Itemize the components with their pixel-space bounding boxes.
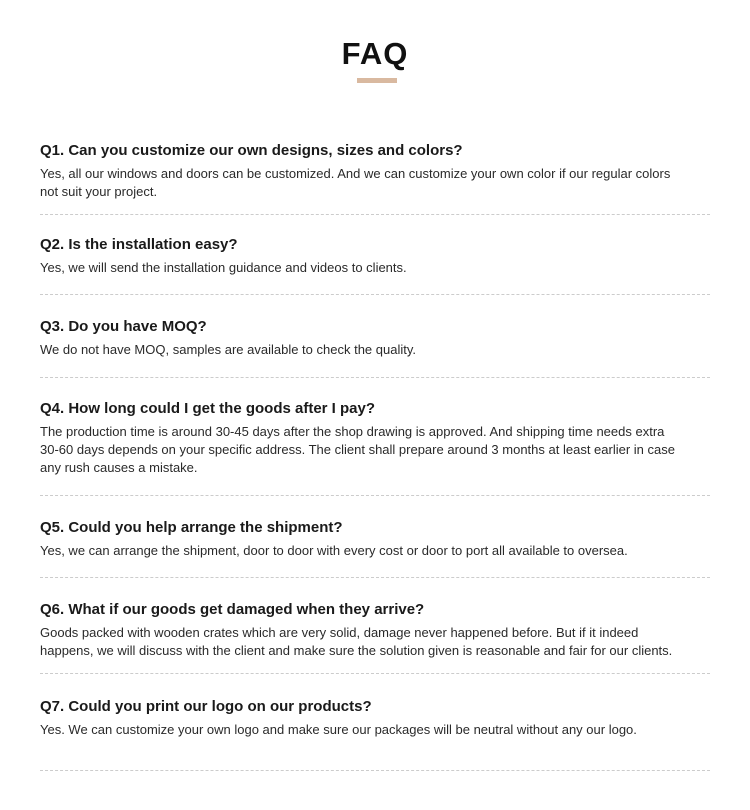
faq-question: Q4. How long could I get the goods after I pay? [40, 400, 376, 417]
faq-answer: Yes. We can customize your own logo and make sure our packages will be neutral without any our logo. [40, 722, 637, 737]
faq-divider [40, 495, 710, 496]
faq-answer: We do not have MOQ, samples are available to check the quality. [40, 342, 416, 357]
faq-item-2 [40, 235, 710, 277]
page-title: FAQ [341, 36, 409, 71]
faq-item-1 [40, 141, 710, 201]
faq-divider [40, 673, 710, 674]
faq-divider [40, 214, 710, 215]
faq-item-7 [40, 697, 710, 739]
faq-question: Q7. Could you print our logo on our products? [40, 698, 372, 715]
faq-answer: Yes, we will send the installation guidance and videos to clients. [40, 260, 407, 275]
title-accent-bar [357, 78, 397, 83]
faq-item-6 [40, 600, 710, 660]
faq-answer: The production time is around 30-45 days after the shop drawing is approved. And shipping time needs extra 30-60 days depends on your specific address. The client shall prepare around 3 months at least earlier in case any rush causes a mistake. [40, 424, 675, 475]
faq-divider [40, 770, 710, 771]
faq-divider [40, 377, 710, 378]
faq-item-4 [40, 399, 710, 477]
faq-answer: Goods packed with wooden crates which are very solid, damage never happened before. But if it indeed happens, we will discuss with the client and make sure the solution given is reasonable and fair for our clients. [40, 625, 673, 658]
faq-question: Q2. Is the installation easy? [40, 236, 238, 253]
faq-answer: Yes, we can arrange the shipment, door to door with every cost or door to port all available to oversea. [40, 543, 628, 558]
faq-question: Q6. What if our goods get damaged when they arrive? [40, 601, 425, 618]
faq-question: Q1. Can you customize our own designs, sizes and colors? [40, 142, 463, 159]
faq-question: Q5. Could you help arrange the shipment? [40, 519, 343, 536]
faq-divider [40, 577, 710, 578]
faq-question: Q3. Do you have MOQ? [40, 318, 207, 335]
faq-item-5 [40, 518, 710, 560]
faq-answer: Yes, all our windows and doors can be customized. And we can customize your own color if our regular colors not suit your project. [40, 166, 671, 199]
faq-item-3 [40, 317, 710, 359]
faq-divider [40, 294, 710, 295]
